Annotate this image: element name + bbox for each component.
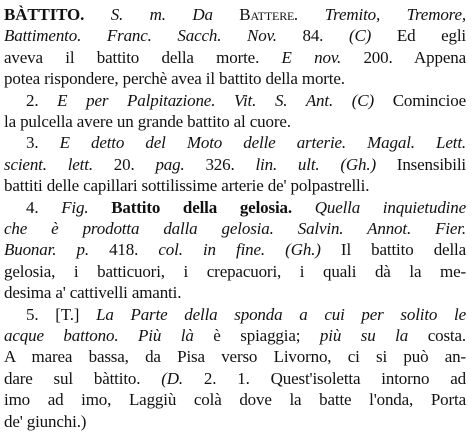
text-segment: acque battono. Più là bbox=[4, 326, 194, 345]
text-segment: A marea bassa, da Pisa verso Livorno, ci si può an- bbox=[4, 347, 466, 367]
text-line bbox=[4, 217, 466, 241]
text-line bbox=[4, 238, 466, 262]
text-segment: Ed egli bbox=[371, 26, 466, 46]
text-segment: potea rispondere, perchè avea il battito della morte. bbox=[4, 69, 345, 89]
text-segment: Il battito della bbox=[320, 240, 466, 260]
text-segment: gelosia, i batticuori, i crepacuori, i quali dà la me- bbox=[4, 261, 466, 281]
text-line bbox=[4, 410, 466, 434]
text-segment: La Parte della sponda a cui per solito le bbox=[96, 304, 466, 324]
text-segment: E detto del Moto delle arterie. Magal. Lett. bbox=[59, 133, 466, 153]
text-segment bbox=[88, 198, 111, 217]
text-line bbox=[4, 67, 466, 91]
text-segment: Battito della gelosia. bbox=[111, 197, 292, 217]
text-line bbox=[4, 110, 466, 134]
text-segment: Fig. bbox=[61, 197, 89, 217]
text-line bbox=[26, 303, 466, 327]
text-line bbox=[4, 3, 466, 27]
text-segment: 20. bbox=[92, 154, 156, 174]
text-segment: imo ad imo, Laggiù colà dove la batte l'onda, Porta bbox=[4, 390, 466, 410]
text-segment: col. in fine. (Gh.) bbox=[158, 240, 321, 260]
text-segment: E per Palpitazione. Vit. S. Ant. (C) bbox=[57, 90, 375, 110]
text-line bbox=[26, 131, 466, 155]
text-line bbox=[4, 367, 466, 391]
text-segment: E nov. bbox=[281, 47, 342, 67]
text-segment: dare sul bàttito. bbox=[4, 368, 162, 388]
text-line bbox=[4, 345, 466, 369]
text-segment: la pulcella avere un grande battito al cuore. bbox=[4, 112, 291, 131]
text-segment: che è prodotta dalla gelosia. Salvin. Annot. Fier. bbox=[4, 219, 466, 238]
text-segment: desima a' cattivelli amanti. bbox=[4, 283, 182, 303]
text-segment: 418. bbox=[88, 240, 159, 260]
text-segment bbox=[84, 5, 110, 24]
text-segment: S. m. Da bbox=[110, 5, 240, 24]
text-segment: Insensibili bbox=[375, 154, 466, 174]
text-line bbox=[26, 89, 466, 113]
text-segment: è spiaggia; bbox=[193, 326, 320, 345]
text-segment: Buonar. p. bbox=[4, 240, 89, 260]
text-segment: . Tremito, Tremore, bbox=[294, 5, 466, 24]
text-segment: più su la bbox=[319, 326, 409, 345]
text-segment: 2. bbox=[26, 90, 58, 110]
text-segment: lin. ult. (Gh.) bbox=[255, 154, 376, 174]
text-segment: Battere bbox=[239, 5, 295, 24]
text-line bbox=[4, 46, 466, 70]
text-line bbox=[4, 174, 466, 198]
text-segment: costa. bbox=[408, 326, 466, 345]
text-segment: (D. bbox=[161, 368, 184, 388]
text-segment: 4. bbox=[26, 197, 62, 217]
text-line bbox=[26, 196, 466, 220]
text-segment: scient. lett. bbox=[4, 154, 93, 174]
text-segment: 326. bbox=[184, 154, 256, 174]
text-line bbox=[4, 388, 466, 412]
text-segment: BÀTTITO. bbox=[4, 5, 85, 24]
text-segment: 200. Appena bbox=[341, 47, 466, 67]
text-line bbox=[4, 281, 466, 305]
text-segment: (C) bbox=[348, 26, 372, 46]
text-line bbox=[4, 153, 466, 177]
text-segment: 5. [T.] bbox=[26, 304, 97, 324]
text-segment: Battimento. Franc. Sacch. Nov. bbox=[4, 26, 277, 46]
text-segment: 3. bbox=[26, 133, 60, 153]
text-line bbox=[4, 24, 466, 48]
text-segment bbox=[292, 198, 315, 217]
text-segment: battiti delle capillari sottilissime arterie de' polpastrelli. bbox=[4, 176, 370, 196]
text-segment: Quella inquietudine bbox=[314, 197, 466, 217]
text-line bbox=[4, 324, 466, 348]
text-segment: aveva il battito della morte. bbox=[4, 47, 282, 67]
text-line bbox=[4, 260, 466, 284]
text-segment: pag. bbox=[155, 154, 185, 174]
text-segment: 2. 1. Quest'isoletta intorno ad bbox=[183, 368, 466, 388]
text-segment: 84. bbox=[276, 26, 349, 46]
text-segment: de' giunchi.) bbox=[4, 411, 87, 431]
text-segment: Comincioe bbox=[374, 90, 466, 110]
